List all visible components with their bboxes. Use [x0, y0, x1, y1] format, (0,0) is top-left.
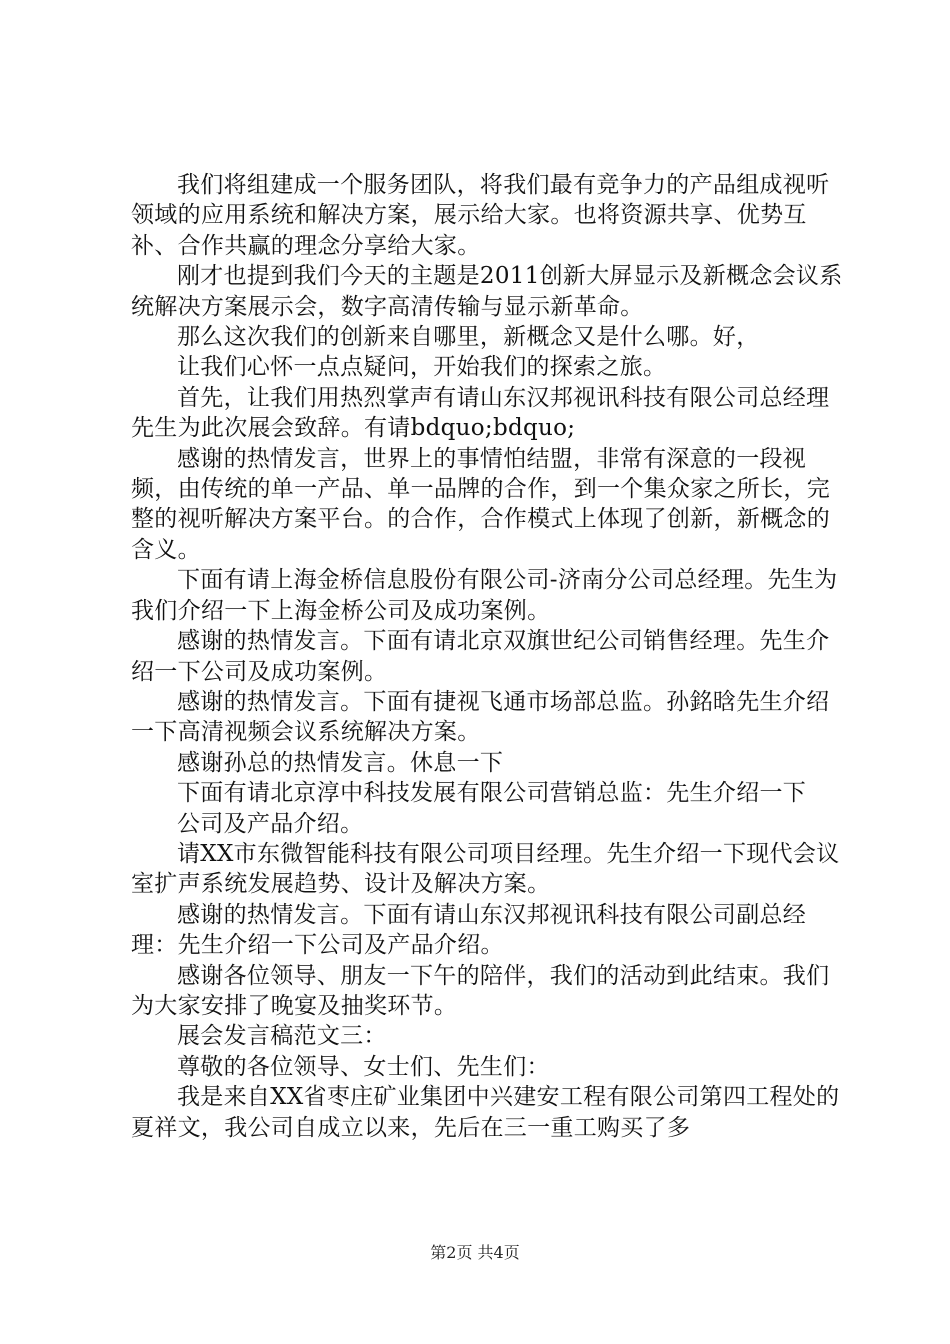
- paragraph-6: 感谢的热情发言，世界上的事情怕结盟，非常有深意的一段视频，由传统的单一产品、单一品牌的合作，到一个集众家之所长，完整的视听解决方案平台。的合作，合作模式上体现了创新，新概念的含义。: [131, 445, 830, 563]
- paragraph-15: 感谢各位领导、朋友一下午的陪伴，我们的活动到此结束。我们为大家安排了晚宴及抽奖环节。: [131, 962, 830, 1019]
- paragraph-5: 首先，让我们用热烈掌声有请山东汉邦视讯科技有限公司总经理先生为此次展会致辞。有请bdquo;bdquo;: [131, 384, 830, 442]
- paragraph-18: 我是来自XX省枣庄矿业集团中兴建安工程有限公司第四工程处的夏祥文，我公司自成立以来，先后在三一重工购买了多: [131, 1084, 840, 1141]
- paragraph-9: 感谢的热情发言。下面有捷视飞通市场部总监。孙銘晗先生介绍一下高清视频会议系统解决方案。: [131, 688, 830, 746]
- page-footer: 第2页 共4页: [430, 1243, 520, 1262]
- paragraph-7: 下面有请上海金桥信息股份有限公司-济南分公司总经理。先生为我们介绍一下上海金桥公司及成功案例。: [131, 567, 838, 624]
- paragraph-3: 那么这次我们的创新来自哪里，新概念又是什么哪。好，: [177, 324, 760, 351]
- paragraph-2: 刚才也提到我们今天的主题是2011创新大屏显示及新概念会议系统解决方案展示会，数字高清传输与显示新革命。: [131, 263, 843, 320]
- paragraph-10: 感谢孙总的热情发言。休息一下: [177, 749, 504, 776]
- paragraph-16: 展会发言稿范文三：: [177, 1023, 387, 1050]
- paragraph-1: 我们将组建成一个服务团队，将我们最有竞争力的产品组成视听领域的应用系统和解决方案，展示给大家。也将资源共享、优势互补、合作共赢的理念分享给大家。: [131, 172, 830, 259]
- document-body: [131, 170, 843, 1143]
- paragraph-11: 下面有请北京淳中科技发展有限公司营销总监：先生介绍一下: [177, 780, 807, 807]
- paragraph-17: 尊敬的各位领导、女士们、先生们：: [177, 1053, 550, 1080]
- paragraph-8: 感谢的热情发言。下面有请北京双旗世纪公司销售经理。先生介绍一下公司及成功案例。: [131, 628, 830, 685]
- paragraph-13: 请XX市东微智能科技有限公司项目经理。先生介绍一下现代会议室扩声系统发展趋势、设计及解决方案。: [131, 840, 840, 898]
- paragraph-14: 感谢的热情发言。下面有请山东汉邦视讯科技有限公司副总经理：先生介绍一下公司及产品介绍。: [131, 901, 807, 959]
- paragraph-4: 让我们心怀一点点疑问，开始我们的探索之旅。: [177, 354, 667, 381]
- paragraph-12: 公司及产品介绍。: [177, 810, 364, 837]
